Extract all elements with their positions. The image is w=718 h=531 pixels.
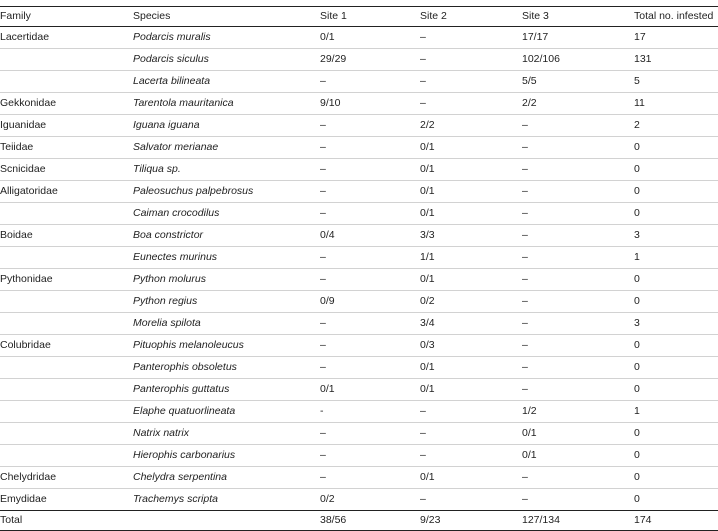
- site-1-cell: –: [320, 207, 326, 219]
- species-cell: Caiman crocodilus: [133, 207, 220, 219]
- total-infested-cell: 0: [634, 295, 640, 307]
- family-cell: [0, 203, 133, 225]
- site-2-cell: –: [420, 53, 426, 65]
- site-3-cell: 102/106: [522, 53, 560, 65]
- site-1-cell: 0/4: [320, 229, 335, 241]
- site-3-cell: –: [522, 493, 528, 505]
- total-infested-cell: 17: [634, 31, 646, 43]
- site-1-cell: 0/9: [320, 295, 335, 307]
- family-cell: [0, 379, 133, 401]
- header-total-infested: Total no. infested: [634, 10, 714, 22]
- table-row: [0, 423, 718, 445]
- species-cell: Tiliqua sp.: [133, 163, 181, 175]
- species-cell: Panterophis guttatus: [133, 383, 230, 395]
- species-cell: Pituophis melanoleucus: [133, 339, 244, 351]
- site-1-cell: –: [320, 141, 326, 153]
- species-cell: Panterophis obsoletus: [133, 361, 237, 373]
- family-cell: Scnicidae: [0, 163, 46, 175]
- family-cell: Pythonidae: [0, 273, 53, 285]
- total-infested-cell: 0: [634, 207, 640, 219]
- site-2-cell: 2/2: [420, 119, 435, 131]
- family-cell: [0, 313, 133, 335]
- family-cell: Lacertidae: [0, 31, 50, 43]
- species-cell: Hierophis carbonarius: [133, 449, 236, 461]
- total-site-3: 127/134: [522, 514, 560, 526]
- species-cell: Tarentola mauritanica: [133, 97, 234, 109]
- total-infested-cell: 131: [634, 53, 652, 65]
- site-3-cell: –: [522, 119, 528, 131]
- site-2-cell: 3/3: [420, 229, 435, 241]
- site-2-cell: –: [420, 31, 426, 43]
- header-species: Species: [133, 10, 171, 22]
- site-3-cell: –: [522, 207, 528, 219]
- table-row: [0, 313, 718, 335]
- site-1-cell: 0/1: [320, 31, 335, 43]
- family-cell: [0, 401, 133, 423]
- family-cell: Teiidae: [0, 141, 34, 153]
- site-3-cell: –: [522, 229, 528, 241]
- total-infested-cell: 3: [634, 317, 640, 329]
- family-cell: [0, 445, 133, 467]
- site-2-cell: –: [420, 449, 426, 461]
- table-row: [0, 489, 718, 511]
- total-infested-cell: 2: [634, 119, 640, 131]
- site-1-cell: –: [320, 317, 326, 329]
- family-cell: Alligatoridae: [0, 185, 58, 197]
- site-3-cell: –: [522, 317, 528, 329]
- family-cell: Gekkonidae: [0, 97, 57, 109]
- site-2-cell: –: [420, 75, 426, 87]
- site-1-cell: 29/29: [320, 53, 347, 65]
- table-row: [0, 225, 718, 247]
- table-row: [0, 203, 718, 225]
- species-cell: Podarcis siculus: [133, 53, 209, 65]
- family-cell: Iguanidae: [0, 119, 47, 131]
- site-2-cell: 0/3: [420, 339, 435, 351]
- site-2-cell: –: [420, 97, 426, 109]
- species-cell: Paleosuchus palpebrosus: [133, 185, 254, 197]
- total-infested-cell: 0: [634, 493, 640, 505]
- table-row: [0, 49, 718, 71]
- species-cell: Morelia spilota: [133, 317, 201, 329]
- header-site-2: Site 2: [420, 10, 447, 22]
- table-row: [0, 27, 718, 49]
- table-row: [0, 159, 718, 181]
- site-3-cell: –: [522, 471, 528, 483]
- site-2-cell: 0/1: [420, 383, 435, 395]
- site-1-cell: –: [320, 119, 326, 131]
- family-cell: Chelydridae: [0, 471, 57, 483]
- site-3-cell: –: [522, 295, 528, 307]
- total-infested-cell: 0: [634, 273, 640, 285]
- site-3-cell: –: [522, 251, 528, 263]
- table-row: [0, 467, 718, 489]
- header-row: [0, 7, 718, 27]
- species-cell: Podarcis muralis: [133, 31, 211, 43]
- total-infested-cell: 0: [634, 361, 640, 373]
- total-infested-cell: 0: [634, 141, 640, 153]
- header-site-3: Site 3: [522, 10, 549, 22]
- site-2-cell: 0/1: [420, 163, 435, 175]
- site-2-cell: –: [420, 427, 426, 439]
- total-species-cell: [133, 511, 320, 531]
- site-2-cell: –: [420, 493, 426, 505]
- site-3-cell: 17/17: [522, 31, 549, 43]
- site-2-cell: 0/1: [420, 273, 435, 285]
- site-2-cell: 0/1: [420, 471, 435, 483]
- site-1-cell: –: [320, 273, 326, 285]
- site-2-cell: 3/4: [420, 317, 435, 329]
- site-2-cell: 0/1: [420, 185, 435, 197]
- site-1-cell: 9/10: [320, 97, 341, 109]
- table-row: [0, 181, 718, 203]
- total-infested: 174: [634, 514, 652, 526]
- site-3-cell: –: [522, 185, 528, 197]
- site-1-cell: –: [320, 75, 326, 87]
- site-3-cell: –: [522, 339, 528, 351]
- site-3-cell: 0/1: [522, 427, 537, 439]
- family-cell: [0, 247, 133, 269]
- table-row: [0, 247, 718, 269]
- table-row: [0, 357, 718, 379]
- table-row: [0, 445, 718, 467]
- site-3-cell: 1/2: [522, 405, 537, 417]
- family-cell: Colubridae: [0, 339, 51, 351]
- site-1-cell: –: [320, 427, 326, 439]
- family-cell: Emydidae: [0, 493, 47, 505]
- family-cell: Boidae: [0, 229, 33, 241]
- site-3-cell: –: [522, 383, 528, 395]
- site-1-cell: -: [320, 405, 324, 417]
- table-body: [0, 27, 718, 511]
- site-2-cell: 1/1: [420, 251, 435, 263]
- site-3-cell: –: [522, 141, 528, 153]
- total-infested-cell: 0: [634, 449, 640, 461]
- site-2-cell: –: [420, 405, 426, 417]
- family-cell: [0, 291, 133, 313]
- family-cell: [0, 71, 133, 93]
- site-1-cell: –: [320, 163, 326, 175]
- species-cell: Natrix natrix: [133, 427, 190, 439]
- species-cell: Python molurus: [133, 273, 206, 285]
- total-infested-cell: 0: [634, 383, 640, 395]
- site-3-cell: 2/2: [522, 97, 537, 109]
- total-infested-cell: 0: [634, 339, 640, 351]
- table-row: [0, 137, 718, 159]
- total-infested-cell: 3: [634, 229, 640, 241]
- site-2-cell: 0/1: [420, 141, 435, 153]
- family-cell: [0, 49, 133, 71]
- total-infested-cell: 1: [634, 405, 640, 417]
- table-row: [0, 379, 718, 401]
- species-cell: Trachemys scripta: [133, 493, 218, 505]
- total-infested-cell: 1: [634, 251, 640, 263]
- infestation-table: [0, 6, 718, 531]
- species-cell: Boa constrictor: [133, 229, 204, 241]
- table-row: [0, 93, 718, 115]
- species-cell: Lacerta bilineata: [133, 75, 211, 87]
- total-infested-cell: 0: [634, 163, 640, 175]
- header-site-1: Site 1: [320, 10, 347, 22]
- table-row: [0, 335, 718, 357]
- total-infested-cell: 0: [634, 471, 640, 483]
- total-infested-cell: 0: [634, 427, 640, 439]
- species-cell: Elaphe quatuorlineata: [133, 405, 236, 417]
- site-1-cell: –: [320, 185, 326, 197]
- total-site-1: 38/56: [320, 514, 347, 526]
- total-infested-cell: 11: [634, 97, 645, 109]
- table-row: [0, 269, 718, 291]
- total-infested-cell: 5: [634, 75, 640, 87]
- site-1-cell: –: [320, 449, 326, 461]
- header-family: Family: [0, 10, 31, 22]
- site-2-cell: 0/1: [420, 361, 435, 373]
- species-cell: Python regius: [133, 295, 198, 307]
- table-row: [0, 71, 718, 93]
- site-1-cell: –: [320, 471, 326, 483]
- site-1-cell: –: [320, 361, 326, 373]
- species-cell: Iguana iguana: [133, 119, 200, 131]
- species-cell: Salvator merianae: [133, 141, 219, 153]
- family-cell: [0, 357, 133, 379]
- total-label: Total: [0, 514, 23, 526]
- site-3-cell: –: [522, 361, 528, 373]
- site-3-cell: 0/1: [522, 449, 537, 461]
- total-row: [0, 511, 718, 531]
- site-2-cell: 0/2: [420, 295, 435, 307]
- table-row: [0, 401, 718, 423]
- site-1-cell: 0/2: [320, 493, 335, 505]
- site-1-cell: 0/1: [320, 383, 335, 395]
- site-1-cell: –: [320, 339, 326, 351]
- site-3-cell: –: [522, 163, 528, 175]
- table-row: [0, 291, 718, 313]
- total-infested-cell: 0: [634, 185, 640, 197]
- species-cell: Chelydra serpentina: [133, 471, 227, 483]
- site-3-cell: 5/5: [522, 75, 537, 87]
- species-cell: Eunectes murinus: [133, 251, 218, 263]
- site-2-cell: 0/1: [420, 207, 435, 219]
- table-row: [0, 115, 718, 137]
- total-site-2: 9/23: [420, 514, 441, 526]
- family-cell: [0, 423, 133, 445]
- site-3-cell: –: [522, 273, 528, 285]
- site-1-cell: –: [320, 251, 326, 263]
